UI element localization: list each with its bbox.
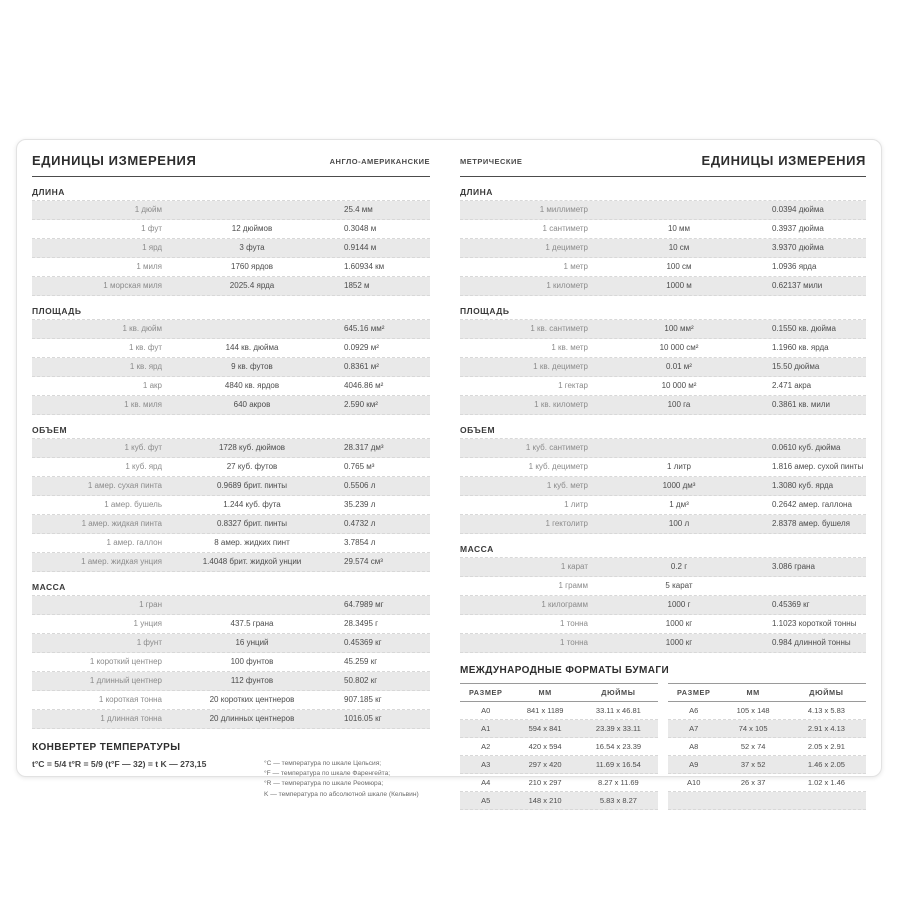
paper-row (460, 756, 658, 774)
page-title: ЕДИНИЦЫ ИЗМЕРЕНИЯ (701, 153, 866, 168)
table-row (460, 277, 866, 296)
table-row (32, 615, 430, 634)
table-row (460, 339, 866, 358)
section-label-length: ДЛИНА (460, 187, 493, 197)
cell-value: 0.0394 дюйма (772, 205, 824, 214)
cell-equivalent (162, 596, 342, 614)
cell-equivalent: 437.5 грана (230, 619, 274, 628)
column-header-mm: ММ (746, 688, 760, 697)
paper-table-body (668, 702, 866, 810)
table-row (460, 320, 866, 339)
cell-equivalent: 1 дм³ (669, 500, 689, 509)
length-table (32, 200, 430, 296)
cell-unit: 1 амер. жидкая пинта (81, 519, 162, 528)
paper-row (460, 702, 658, 720)
table-row (32, 515, 430, 534)
cell-value: 0.45369 кг (344, 638, 382, 647)
cell-mm (719, 792, 786, 809)
cell-equivalent: 100 мм² (664, 324, 694, 333)
paper-formats-title: МЕЖДУНАРОДНЫЕ ФОРМАТЫ БУМАГИ (460, 665, 670, 676)
cell-value: 907.185 кг (344, 695, 382, 704)
cell-value: 0.2642 амер. галлона (772, 500, 852, 509)
cell-unit: 1 кв. метр (551, 343, 588, 352)
cell-equivalent (162, 320, 342, 338)
paper-table-header (460, 683, 658, 702)
section-mass (460, 544, 866, 653)
cell-unit: 1 миля (136, 262, 162, 271)
table-row (460, 558, 866, 577)
table-row (460, 577, 866, 596)
cell-value: 0.3861 кв. мили (772, 400, 830, 409)
cell-equivalent: 1000 кг (665, 638, 693, 647)
table-row (32, 396, 430, 415)
cell-unit: 1 длинный центнер (89, 676, 162, 685)
temperature-notes (264, 759, 419, 800)
cell-inches: 11.69 x 16.54 (595, 760, 641, 769)
section-area (32, 306, 430, 415)
cell-equivalent: 16 унций (235, 638, 269, 647)
cell-value: 0.765 м³ (344, 462, 375, 471)
cell-unit: 1 короткая тонна (98, 695, 162, 704)
cell-unit: 1 сантиметр (542, 224, 588, 233)
page-title: ЕДИНИЦЫ ИЗМЕРЕНИЯ (32, 153, 197, 168)
right-page-header (460, 153, 866, 177)
cell-value: 3.9370 дюйма (772, 243, 824, 252)
cell-format: A9 (689, 760, 699, 769)
cell-unit: 1 кв. миля (124, 400, 162, 409)
table-row (460, 458, 866, 477)
cell-inches (787, 792, 866, 809)
cell-format: A5 (481, 796, 491, 805)
temperature-note-line: °R — температура по шкале Реомюра; (264, 780, 384, 788)
cell-value: 645.16 мм² (344, 324, 385, 333)
cell-equivalent: 0.2 г (670, 562, 688, 571)
table-row (460, 596, 866, 615)
cell-equivalent: 1 литр (667, 462, 691, 471)
table-row (32, 653, 430, 672)
cell-unit: 1 морская миля (103, 281, 162, 290)
table-row (32, 477, 430, 496)
section-label-area: ПЛОЩАДЬ (460, 306, 510, 316)
table-row (460, 201, 866, 220)
cell-mm: 52 x 74 (740, 742, 766, 751)
cell-equivalent: 10 см (668, 243, 690, 252)
table-row (460, 377, 866, 396)
cell-value: 1016.05 кг (344, 714, 382, 723)
cell-value: 50.802 кг (344, 676, 378, 685)
paper-row (668, 774, 866, 792)
cell-unit: 1 фунт (136, 638, 162, 647)
column-header-size: РАЗМЕР (676, 688, 711, 697)
cell-equivalent: 100 см (666, 262, 692, 271)
cell-value: 0.3048 м (344, 224, 377, 233)
cell-format: A4 (481, 778, 491, 787)
cell-equivalent: 1000 г (667, 600, 691, 609)
paper-row (668, 756, 866, 774)
paper-row (668, 720, 866, 738)
cell-unit: 1 километр (546, 281, 588, 290)
paper-row (460, 792, 658, 810)
cell-format (668, 792, 719, 809)
cell-unit: 1 метр (563, 262, 588, 271)
table-row (32, 320, 430, 339)
cell-mm: 105 x 148 (736, 706, 770, 715)
table-row (460, 358, 866, 377)
right-page-metric (445, 140, 881, 805)
cell-inches: 8.27 x 11.69 (598, 778, 639, 787)
paper-table-a6-a10 (668, 683, 866, 810)
column-header-inches: ДЮЙМЫ (601, 688, 636, 697)
cell-equivalent: 0.9689 брит. пинты (216, 481, 288, 490)
cell-inches: 1.02 x 1.46 (807, 778, 845, 787)
table-row (32, 496, 430, 515)
cell-value: 0.0610 куб. дюйма (772, 443, 841, 452)
table-row (460, 258, 866, 277)
cell-equivalent: 0.01 м² (666, 362, 692, 371)
cell-value: 3.7854 л (344, 538, 376, 547)
cell-value (770, 577, 866, 595)
cell-unit: 1 гектолитр (545, 519, 588, 528)
table-row (32, 358, 430, 377)
cell-value: 1.1023 короткой тонны (772, 619, 857, 628)
cell-inches: 1.46 x 2.05 (807, 760, 845, 769)
temperature-converter (32, 742, 430, 800)
section-length (460, 187, 866, 296)
table-row (32, 220, 430, 239)
cell-value: 2.471 акра (772, 381, 812, 390)
cell-unit: 1 акр (142, 381, 162, 390)
cell-mm: 26 x 37 (740, 778, 766, 787)
cell-mm: 148 x 210 (528, 796, 562, 805)
cell-unit: 1 ярд (142, 243, 162, 252)
cell-equivalent: 1000 кг (665, 619, 693, 628)
cell-equivalent: 27 куб. футов (226, 462, 278, 471)
cell-unit: 1 куб. дециметр (528, 462, 588, 471)
cell-equivalent: 12 дюймов (231, 224, 273, 233)
table-row (460, 615, 866, 634)
mass-table (32, 595, 430, 729)
table-row (460, 220, 866, 239)
table-row (32, 239, 430, 258)
cell-inches: 2.91 x 4.13 (807, 724, 845, 733)
section-label-mass: МАССА (32, 582, 66, 592)
cell-equivalent (588, 201, 770, 219)
section-volume (32, 425, 430, 572)
temperature-converter-title: КОНВЕРТЕР ТЕМПЕРАТУРЫ (32, 742, 181, 753)
paper-table-body (460, 702, 658, 810)
cell-equivalent: 1000 дм³ (662, 481, 696, 490)
cell-value: 28.317 дм³ (344, 443, 384, 452)
temperature-note-line: °C — температура по шкале Цельсия; (264, 760, 382, 767)
cell-unit: 1 кв. дюйм (122, 324, 162, 333)
section-label-length: ДЛИНА (32, 187, 65, 197)
table-row (32, 672, 430, 691)
cell-unit: 1 гран (139, 600, 162, 609)
paper-row (460, 774, 658, 792)
cell-equivalent: 144 кв. дюйма (225, 343, 279, 352)
cell-unit: 1 тонна (560, 619, 588, 628)
cell-format: A3 (481, 760, 491, 769)
left-page-header (32, 153, 430, 177)
cell-format: A2 (481, 742, 491, 751)
cell-inches: 4.13 x 5.83 (807, 706, 845, 715)
cell-equivalent (162, 201, 342, 219)
table-row (32, 339, 430, 358)
cell-unit: 1 кв. фут (128, 343, 162, 352)
cell-value: 1.60934 км (344, 262, 385, 271)
paper-formats-section (460, 665, 866, 810)
table-row (32, 534, 430, 553)
column-header-size: РАЗМЕР (468, 688, 503, 697)
cell-inches: 33.11 x 46.81 (595, 706, 641, 715)
cell-equivalent: 100 фунтов (230, 657, 274, 666)
cell-equivalent: 20 коротких центнеров (209, 695, 295, 704)
cell-unit: 1 тонна (560, 638, 588, 647)
area-table (32, 319, 430, 415)
temperature-note-line: °F — температура по шкале Фаренгейта; (264, 770, 391, 778)
cell-unit: 1 кв. сантиметр (530, 324, 588, 333)
cell-inches: 5.83 x 8.27 (599, 796, 637, 805)
table-row (32, 377, 430, 396)
column-header-mm: ММ (538, 688, 552, 697)
table-row (32, 201, 430, 220)
volume-table (32, 438, 430, 572)
section-mass (32, 582, 430, 729)
cell-equivalent: 1728 куб. дюймов (218, 443, 286, 452)
table-row (32, 691, 430, 710)
cell-unit: 1 амер. жидкая унция (81, 557, 162, 566)
cell-equivalent: 1.4048 брит. жидкой унции (202, 557, 302, 566)
cell-unit: 1 унция (133, 619, 162, 628)
cell-equivalent: 1000 м (666, 281, 692, 290)
cell-equivalent: 20 длинных центнеров (209, 714, 295, 723)
table-row (32, 553, 430, 572)
section-length (32, 187, 430, 296)
cell-equivalent: 112 фунтов (230, 676, 274, 685)
cell-format: A6 (689, 706, 699, 715)
table-row (32, 258, 430, 277)
cell-value: 1.3080 куб. ярда (772, 481, 834, 490)
paper-row (668, 702, 866, 720)
temperature-note-line: K — температура по абсолютной шкале (Кельвин) (264, 790, 419, 798)
cell-value: 4046.86 м² (344, 381, 384, 390)
cell-value: 28.3495 г (344, 619, 379, 628)
cell-equivalent: 10 000 см² (659, 343, 699, 352)
cell-unit: 1 куб. метр (546, 481, 588, 490)
cell-value: 0.8361 м² (344, 362, 379, 371)
cell-mm: 74 x 105 (738, 724, 768, 733)
cell-unit: 1 короткий центнер (89, 657, 162, 666)
table-row (460, 396, 866, 415)
cell-equivalent (588, 439, 770, 457)
planner-reference-page (16, 139, 882, 805)
cell-format: A7 (689, 724, 699, 733)
cell-unit: 1 литр (564, 500, 588, 509)
cell-equivalent: 2025.4 ярда (229, 281, 275, 290)
cell-value: 0.45369 кг (772, 600, 810, 609)
section-label-area: ПЛОЩАДЬ (32, 306, 82, 316)
cell-value: 1.816 амер. сухой пинты (772, 462, 864, 471)
cell-value: 1.1960 кв. ярда (772, 343, 829, 352)
table-row (32, 634, 430, 653)
cell-format: A8 (689, 742, 699, 751)
table-row (460, 496, 866, 515)
length-table (460, 200, 866, 296)
paper-table-a0-a5 (460, 683, 658, 810)
cell-value: 0.984 длинной тонны (772, 638, 851, 647)
table-row (460, 634, 866, 653)
cell-format: A10 (687, 778, 701, 787)
cell-value: 2.590 км² (344, 400, 378, 409)
cell-equivalent: 640 акров (233, 400, 271, 409)
cell-unit: 1 куб. фут (124, 443, 162, 452)
cell-equivalent: 1.244 куб. фута (223, 500, 281, 509)
cell-value: 29.574 см³ (344, 557, 383, 566)
cell-format: A1 (481, 724, 491, 733)
cell-value: 0.4732 л (344, 519, 376, 528)
section-label-volume: ОБЪЕМ (460, 425, 496, 435)
section-label-mass: МАССА (460, 544, 494, 554)
cell-format: A0 (481, 706, 491, 715)
table-row (460, 239, 866, 258)
column-header-inches: ДЮЙМЫ (809, 688, 844, 697)
cell-value: 2.8378 амер. бушеля (772, 519, 850, 528)
left-page-anglo-american (17, 140, 445, 798)
cell-unit: 1 карат (560, 562, 588, 571)
cell-value: 0.3937 дюйма (772, 224, 824, 233)
paper-row (668, 792, 866, 810)
cell-equivalent: 0.8327 брит. пинты (216, 519, 288, 528)
cell-value: 64.7989 мг (344, 600, 384, 609)
cell-inches: 23.39 x 33.11 (595, 724, 641, 733)
mass-table (460, 557, 866, 653)
cell-unit: 1 амер. галлон (106, 538, 162, 547)
cell-inches: 2.05 x 2.91 (807, 742, 845, 751)
temperature-formula: t°C = 5/4 t°R = 5/9 (t°F — 32) = t K — 273,15 (32, 759, 207, 769)
cell-value: 1852 м (344, 281, 370, 290)
cell-equivalent: 5 карат (665, 581, 693, 590)
cell-equivalent: 100 л (668, 519, 690, 528)
cell-unit: 1 килограмм (541, 600, 588, 609)
cell-value: 0.0929 м² (344, 343, 379, 352)
cell-unit: 1 кв. километр (534, 400, 588, 409)
cell-value: 15.50 дюйма (772, 362, 820, 371)
cell-mm: 420 x 594 (528, 742, 562, 751)
paper-row (668, 738, 866, 756)
cell-unit: 1 дециметр (545, 243, 588, 252)
cell-value: 0.5506 л (344, 481, 376, 490)
section-label-volume: ОБЪЕМ (32, 425, 68, 435)
cell-value: 0.9144 м (344, 243, 377, 252)
table-row (460, 439, 866, 458)
cell-mm: 841 x 1189 (526, 706, 564, 715)
cell-equivalent: 8 амер. жидких пинт (214, 538, 290, 547)
cell-equivalent: 3 фута (239, 243, 265, 252)
cell-value: 0.1550 кв. дюйма (772, 324, 836, 333)
table-row (460, 515, 866, 534)
cell-value: 45.259 кг (344, 657, 378, 666)
cell-mm: 594 x 841 (528, 724, 562, 733)
cell-unit: 1 кв. ярд (129, 362, 162, 371)
paper-row (460, 738, 658, 756)
section-volume (460, 425, 866, 534)
paper-row (460, 720, 658, 738)
cell-equivalent: 1760 ярдов (231, 262, 273, 271)
table-row (460, 477, 866, 496)
cell-unit: 1 грамм (558, 581, 588, 590)
table-row (32, 458, 430, 477)
cell-equivalent: 100 га (667, 400, 691, 409)
cell-unit: 1 куб. сантиметр (525, 443, 588, 452)
table-row (32, 710, 430, 729)
page-subtitle-metric: МЕТРИЧЕСКИЕ (460, 157, 523, 166)
cell-value: 35.239 л (344, 500, 376, 509)
cell-unit: 1 миллиметр (539, 205, 588, 214)
cell-unit: 1 гектар (558, 381, 588, 390)
cell-inches: 16.54 x 23.39 (595, 742, 642, 751)
cell-unit: 1 длинная тонна (100, 714, 162, 723)
table-row (32, 596, 430, 615)
cell-value: 3.086 грана (772, 562, 815, 571)
cell-unit: 1 фут (141, 224, 162, 233)
cell-unit: 1 амер. бушель (104, 500, 162, 509)
cell-value: 1.0936 ярда (772, 262, 817, 271)
area-table (460, 319, 866, 415)
cell-unit: 1 кв. дециметр (533, 362, 588, 371)
volume-table (460, 438, 866, 534)
cell-value: 25.4 мм (344, 205, 373, 214)
cell-mm: 210 x 297 (528, 778, 562, 787)
cell-equivalent: 4840 кв. ярдов (224, 381, 280, 390)
cell-equivalent: 10 000 м² (661, 381, 697, 390)
cell-unit: 1 амер. сухая пинта (87, 481, 162, 490)
cell-mm: 37 x 52 (740, 760, 766, 769)
section-area (460, 306, 866, 415)
paper-table-header (668, 683, 866, 702)
cell-equivalent: 9 кв. футов (231, 362, 273, 371)
table-row (32, 439, 430, 458)
cell-mm: 297 x 420 (528, 760, 562, 769)
cell-equivalent: 10 мм (667, 224, 691, 233)
cell-unit: 1 куб. ярд (125, 462, 162, 471)
cell-value: 0.62137 мили (772, 281, 823, 290)
table-row (32, 277, 430, 296)
cell-unit: 1 дюйм (134, 205, 162, 214)
page-subtitle-anglo-american: АНГЛО-АМЕРИКАНСКИЕ (329, 157, 430, 166)
